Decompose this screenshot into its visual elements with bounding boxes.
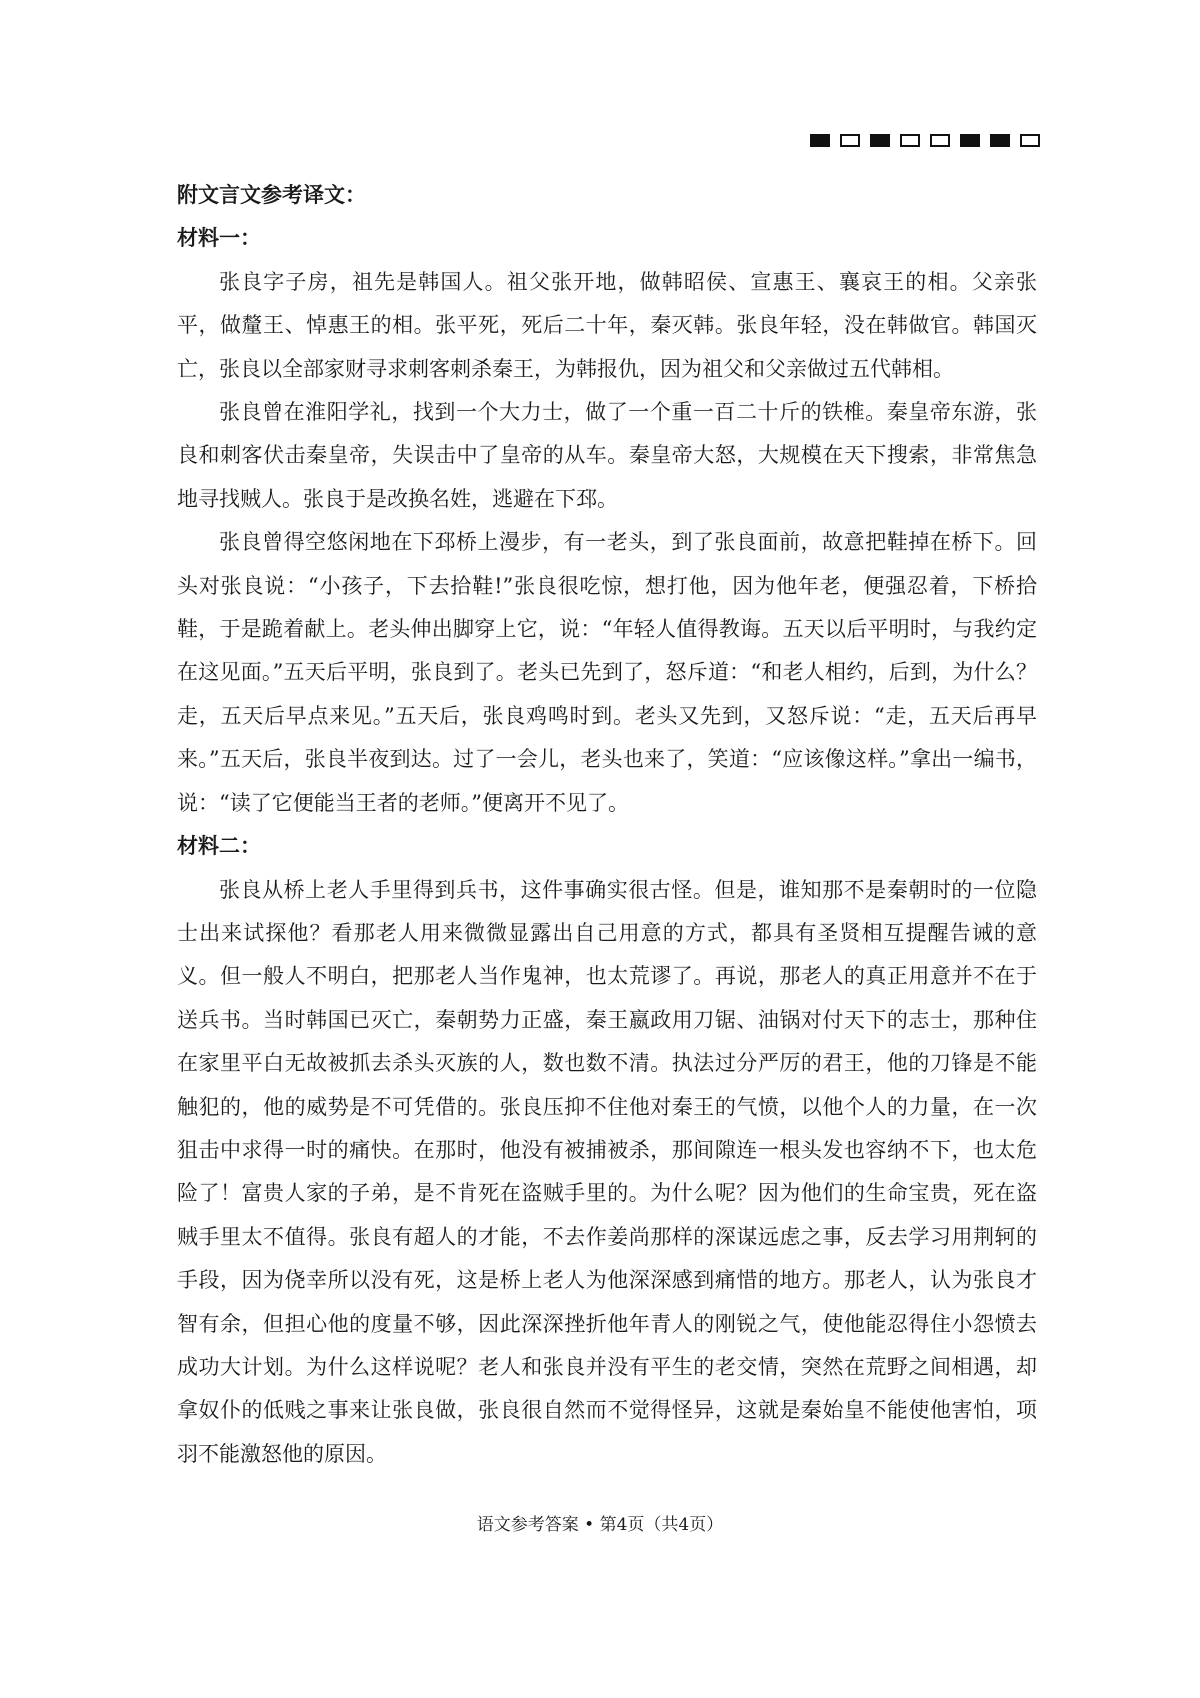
main-heading: 附文言文参考译文： <box>177 183 366 207</box>
section-1-paragraph-3: 张良曾得空悠闲地在下邳桥上漫步，有一老头，到了张良面前，故意把鞋掉在桥下。回头对张良说：“小孩子，下去拾鞋!”张良很吃惊，想打他，因为他年老，便强忍着，下桥拾鞋，于是跪着献上。老头伸出脚穿上它，说：“年轻人值得教诲。五天以后平明时，与我约定在这见面。”五天后平明，张良到了。老头已先到了，怒斥道：“和老人相约，后到，为什么？走，五天后早点来见。”五天后，张良鸡鸣时到。老头又先到，又怒斥说：“走，五天后再早来。”五天后，张良半夜到达。过了一会儿，老头也来了，笑道：“应该像这样。”拿出一编书，说：“读了它便能当王者的老师。”便离开不见了。 <box>177 530 1037 815</box>
corner-mark-empty <box>930 134 950 147</box>
corner-mark-empty <box>1020 134 1040 147</box>
corner-mark-filled <box>870 134 890 147</box>
page-footer: 语文参考答案 • 第4页（共4页） <box>476 1515 724 1535</box>
corner-mark-filled <box>960 134 980 147</box>
corner-mark-filled <box>990 134 1010 147</box>
corner-mark-filled <box>810 134 830 147</box>
content <box>177 174 1037 1476</box>
corner-marks <box>810 134 1040 147</box>
section-1-paragraph-1: 张良字子房，祖先是韩国人。祖父张开地，做韩昭侯、宣惠王、襄哀王的相。父亲张平，做釐王、悼惠王的相。张平死，死后二十年，秦灭韩。张良年轻，没在韩做官。韩国灭亡，张良以全部家财寻求刺客刺杀秦王，为韩报仇，因为祖父和父亲做过五代韩相。 <box>177 269 1037 381</box>
corner-mark-empty <box>840 134 860 147</box>
section-1-title: 材料一： <box>177 226 261 251</box>
section-1-paragraph-2: 张良曾在淮阳学礼，找到一个大力士，做了一个重一百二十斤的铁椎。秦皇帝东游，张良和刺客伏击秦皇帝，失误击中了皇帝的从车。秦皇帝大怒，大规模在天下搜索，非常焦急地寻找贼人。张良于是改换名姓，逃避在下邳。 <box>177 400 1037 511</box>
section-2-title: 材料二： <box>177 834 261 859</box>
corner-mark-empty <box>900 134 920 147</box>
section-2-paragraph-1: 张良从桥上老人手里得到兵书，这件事确实很古怪。但是，谁知那不是秦朝时的一位隐士出来试探他？看那老人用来微微显露出自己用意的方式，都具有圣贤相互提醒告诫的意义。但一般人不明白，把那老人当作鬼神，也太荒谬了。再说，那老人的真正用意并不在于送兵书。当时韩国已灭亡，秦朝势力正盛，秦王嬴政用刀锯、油锅对付天下的志士，那种住在家里平白无故被抓去杀头灭族的人，数也数不清。执法过分严厉的君王，他的刀锋是不能触犯的，他的威势是不可凭借的。张良压抑不住他对秦王的气愤，以他个人的力量，在一次狙击中求得一时的痛快。在那时，他没有被捕被杀，那间隙连一根头发也容纳不下，也太危险了！富贵人家的子弟，是不肯死在盗贼手里的。为什么呢？因为他们的生命宝贵，死在盗贼手里太不值得。张良有超人的才能，不去作姜尚那样的深谋远虑之事，反去学习用荆轲的手段，因为侥幸所以没有死，这是桥上老人为他深深感到痛惜的地方。那老人，认为张良才智有余，但担心他的度量不够，因此深深挫折他年青人的刚锐之气，使他能忍得住小怨愤去成功大计划。为什么这样说呢？老人和张良并没有平生的老交情，突然在荒野之间相遇，却拿奴仆的低贱之事来让张良做，张良很自然而不觉得怪异，这就是秦始皇不能使他害怕，项羽不能激怒他的原因。 <box>177 877 1037 1466</box>
